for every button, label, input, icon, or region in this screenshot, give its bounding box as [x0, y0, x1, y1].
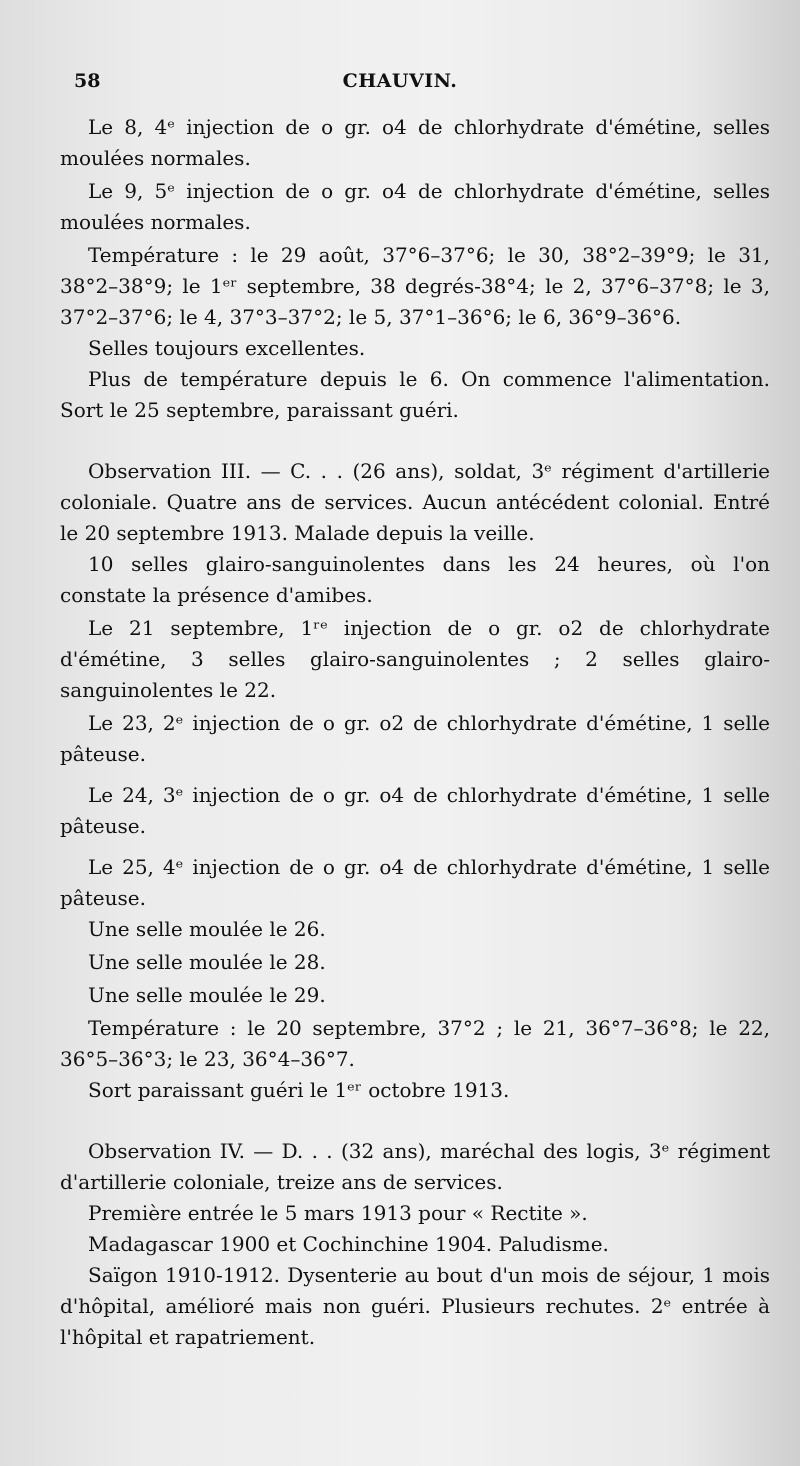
paragraph: Le 25, 4ᵉ injection de o gr. o4 de chlorhydrate d'émétine, 1 selle pâteuse.: [60, 855, 770, 910]
paragraph: Une selle moulée le 26.: [88, 917, 326, 941]
paragraph: Une selle moulée le 28.: [88, 950, 326, 974]
observation-heading-paragraph: Observation III. — C. . . (26 ans), soldat, 3ᵉ régiment d'artillerie coloniale. Quatre ans de services. Aucun antécédent colonial. Entré le 20 septembre 1913. Malade depuis la veille.: [60, 459, 770, 545]
paragraph: Température : le 20 septembre, 37°2 ; le 21, 36°7–36°8; le 22, 36°5–36°3; le 23, 36°4–36°7.: [60, 1016, 770, 1071]
observation-heading-paragraph: Observation IV. — D. . . (32 ans), maréchal des logis, 3ᵉ régiment d'artillerie coloniale, treize ans de services.: [60, 1139, 770, 1194]
page-number: 58: [74, 70, 101, 92]
paragraph: Le 24, 3ᵉ injection de o gr. o4 de chlorhydrate d'émétine, 1 selle pâteuse.: [60, 783, 770, 838]
running-head: CHAUVIN.: [342, 70, 458, 92]
paragraph: Le 21 septembre, 1ʳᵉ injection de o gr. o2 de chlorhydrate d'émétine, 3 selles glairo-sanguinolentes ; 2 selles glairo-sanguinolentes le 22.: [60, 616, 770, 702]
paragraph: Première entrée le 5 mars 1913 pour « Rectite ».: [88, 1201, 588, 1225]
page-header: [0, 70, 800, 100]
paragraph: Température : le 29 août, 37°6–37°6; le 30, 38°2–39°9; le 31, 38°2–38°9; le 1ᵉʳ septembre, 38 degrés-38°4; le 2, 37°6–37°8; le 3, 37°2–37°6; le 4, 37°3–37°2; le 5, 37°1–36°6; le 6, 36°9–36°6.: [60, 243, 770, 329]
paragraph: Le 23, 2ᵉ injection de o gr. o2 de chlorhydrate d'émétine, 1 selle pâteuse.: [60, 711, 770, 766]
paragraph: 10 selles glairo-sanguinolentes dans les 24 heures, où l'on constate la présence d'amibes.: [60, 552, 770, 607]
paragraph: Le 8, 4ᵉ injection de o gr. o4 de chlorhydrate d'émétine, selles moulées normales.: [60, 115, 770, 170]
page-body: [60, 112, 770, 1353]
paragraph: Une selle moulée le 29.: [88, 983, 326, 1007]
paragraph: Le 9, 5ᵉ injection de o gr. o4 de chlorhydrate d'émétine, selles moulées normales.: [60, 179, 770, 234]
paragraph: Plus de température depuis le 6. On commence l'alimentation. Sort le 25 septembre, paraissant guéri.: [60, 367, 770, 422]
paragraph: Saïgon 1910-1912. Dysenterie au bout d'un mois de séjour, 1 mois d'hôpital, amélioré mais non guéri. Plusieurs rechutes. 2ᵉ entrée à l'hôpital et rapatriement.: [60, 1263, 770, 1349]
paragraph: Madagascar 1900 et Cochinchine 1904. Paludisme.: [88, 1232, 609, 1256]
paragraph: Sort paraissant guéri le 1ᵉʳ octobre 1913.: [88, 1078, 510, 1102]
paragraph: Selles toujours excellentes.: [88, 336, 366, 360]
